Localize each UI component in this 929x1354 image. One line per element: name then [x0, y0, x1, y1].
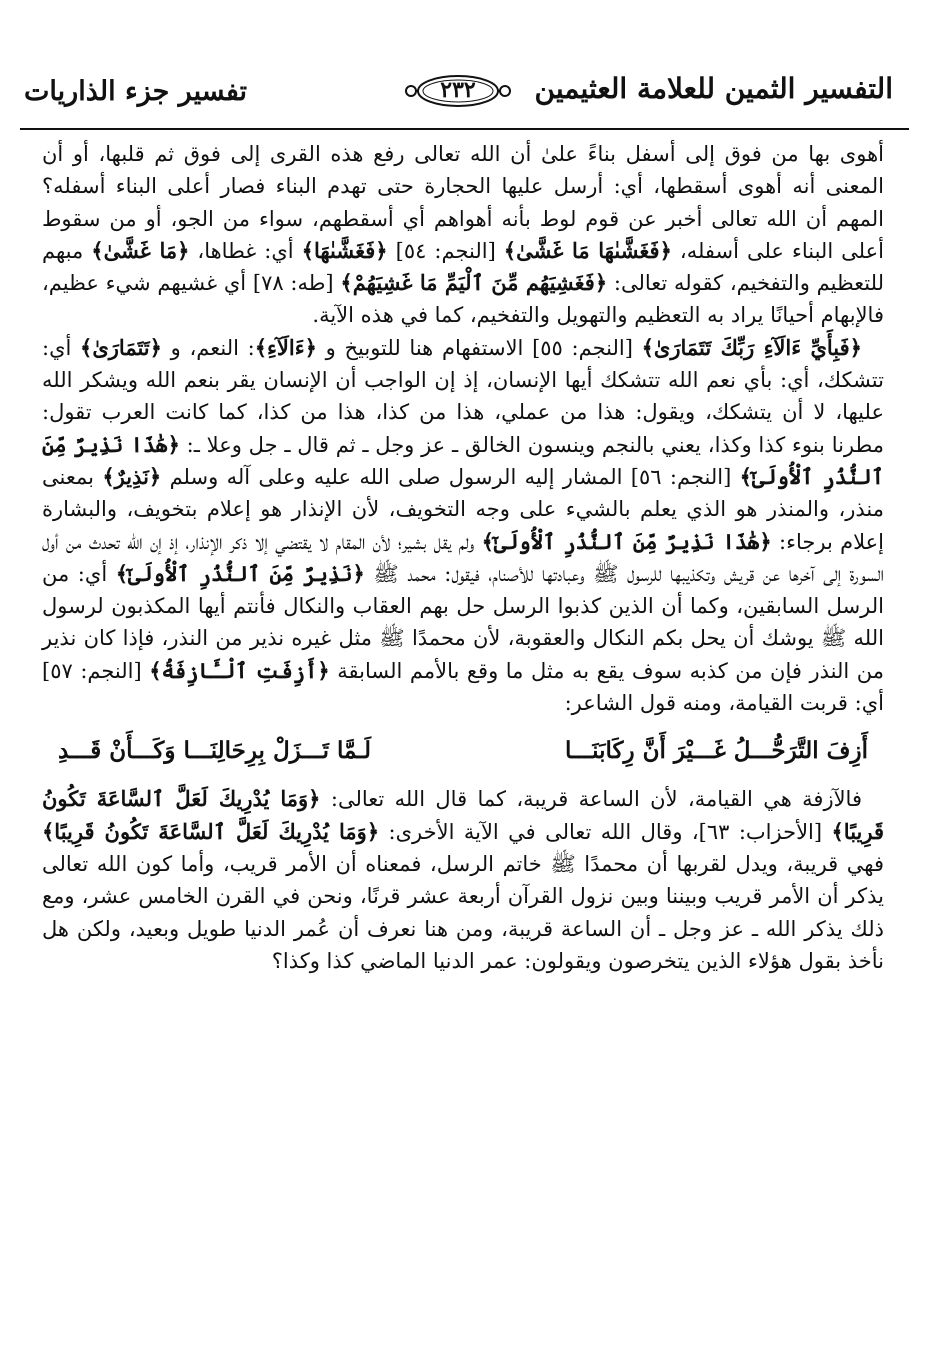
verse-second-hemistich: لَـمَّا تَـــزَلْ بِرِحَالِنَـــا وَكَـــأَنْ قَـــدِ — [58, 737, 372, 765]
quran-citation: ﴿وَمَا يُدْرِيكَ لَعَلَّ ٱلسَّاعَةَ تَكُونُ قَرِيبًا﴾ — [42, 818, 380, 844]
poetry-verse — [58, 729, 868, 773]
page-number: ٢٣٢ — [440, 77, 476, 103]
paragraph-1 — [42, 138, 884, 332]
quran-citation: ﴿وَمَا يُدْرِيكَ لَعَلَّ ٱلسَّاعَةَ تَكُونُ قَرِيبًا﴾ — [42, 786, 884, 844]
text-segment: أي: تتشكك، أي: بأي نعم الله تتشكك أيها الإنسان، إذ إن الواجب أن الإنسان يقر بنعم الله ويشكر الله عليها، لا أن يتشكك، ويقول: هذا من عملي، هذا من كذا، هذا من كذا، كما كانت العرب تقول: مطرنا بنوء كذا وكذا، يعني بالنجم وينسون الخالق ـ عز وجل ـ ثم قال ـ جل وعلا ـ: — [42, 335, 884, 457]
page-number-ornament — [404, 74, 512, 108]
text-segment: فهي قريبة، ويدل لقربها أن محمدًا ﷺ خاتم الرسل، فمعناه أن الأمر قريب، وأما كون الله تعالى يذكر أن الأمر قريب وبيننا وبين نزول القرآن أربعة عشر قرنًا، ونحن في القرن الخامس عشر، ومع ذلك يذكر الله ـ عز وجل ـ أن الساعة قريبة، ومن هنا نعرف أن عُمر الدنيا طويل وبعيد، ولكن هل نأخذ بقول هؤلاء الذين يتخرصون ويقولون: عمر الدنيا الماضي كذا وكذا؟ — [42, 851, 884, 973]
text-segment: [طه: ٧٨] أي غشيهم شيء عظيم، فالإبهام أحيانًا يراد به التعظيم والتهويل والتفخيم، كما في هذه الآية. — [42, 271, 884, 328]
quran-citation: ﴿فَغَشَّىٰهَا﴾ — [301, 237, 388, 263]
text-segment: [النجم: ٥٤] — [387, 238, 504, 263]
running-head-book-title: التفسير الثمين للعلامة العثيمين — [534, 72, 893, 105]
quran-citation: ﴿ءَالَآءِ﴾ — [254, 334, 317, 360]
quran-citation: ﴿تَتَمَارَىٰ﴾ — [80, 334, 162, 360]
text-segment: أهوى بها من فوق إلى أسفل بناءً علىٰ أن الله تعالى رفع هذه القرى إلى فوق ثم قلبها، أو أن المعنى أنه أهوى أسقطها، أي: أرسل عليها الحجارة حتى تهدم البناء فصار أعلى البناء أسفله؟ المهم أن الله تعالى أخبر عن قوم لوط بأنه أهواهم أي أسقطهم، سواء من الجو، أو من سقوط أعلى البناء على أسفله، — [42, 142, 885, 263]
text-segment: [النجم: ٥٦] المشار إليه الرسول صلى الله عليه وعلى آله وسلم — [161, 464, 740, 489]
text-segment: فالآزفة هي القيامة، لأن الساعة قريبة، كما قال الله تعالى: — [320, 787, 862, 812]
quran-citation: ﴿فَبِأَيِّ ءَالَآءِ رَبِّكَ تَتَمَارَىٰ﴾ — [641, 334, 862, 360]
running-head-section: تفسير جزء الذاريات — [24, 76, 247, 107]
header-rule — [20, 128, 909, 130]
text-segment: أي: غطاها، — [189, 238, 302, 263]
text-segment: [الأحزاب: ٦٣]، وقال الله تعالى في الآية الأخرى: — [379, 819, 832, 844]
page-body — [42, 138, 884, 977]
page-header — [0, 62, 929, 122]
quran-citation: ﴿فَغَشِيَهُم مِّنَ ٱلْيَمِّ مَا غَشِيَهُمْ﴾ — [340, 270, 608, 296]
quran-citation: ﴿نَذِيرٌ﴾ — [102, 463, 162, 489]
quran-citation: ﴿هَٰذَا نَذِيرٌ مِّنَ ٱلنُّذُرِ ٱلْأُولَىٰٓ﴾ — [42, 431, 884, 489]
text-segment: [النجم: ٥٥] الاستفهام هنا للتوبيخ و — [316, 335, 642, 360]
text-segment: أي: من الرسل السابقين، وكما أن الذين كذبوا الرسل حل بهم العقاب والنكال فأنتم أيها المكذبون لرسول الله ﷺ يوشك أن يحل بكم النكال والعقوبة، لأن محمدًا ﷺ مثل غيره نذير من النذر، فإذا كان نذير من النذر فإن من كذبه سوف يقع به مثل ما وقع بالأمم السابقة — [42, 561, 884, 683]
quran-citation: ﴿مَا غَشَّىٰ﴾ — [91, 237, 190, 263]
verse-first-hemistich: أَزِفَ التَّرَحُّـــلُ غَـــيْرَ أَنَّ رِكَابَنَـــا — [564, 737, 868, 765]
paragraph-2 — [42, 332, 884, 720]
paragraph-3 — [42, 783, 884, 977]
quran-citation: ﴿هَٰذَا نَذِيرٌ مِّنَ ٱلنُّذُرِ ٱلْأُولَىٰٓ﴾ — [481, 528, 772, 554]
text-segment: ولم يقل بشير؛ لأن المقام لا يقتضي إلا ذكر الإنذار، إذ إن الله تحدث من أول السورة إلى آخرها عن قريش وتكذيبها للرسول ﷺ وعبادتها للأصنام، فيقول: محمد ﷺ — [42, 529, 884, 586]
text-segment: [النجم: ٥٧] أي: قربت القيامة، ومنه قول الشاعر: — [42, 658, 884, 716]
quran-citation: ﴿فَغَشَّىٰهَا مَا غَشَّىٰ﴾ — [503, 237, 672, 263]
text-segment: مبهم للتعظيم والتفخيم، كقوله تعالى: — [42, 238, 884, 296]
quran-citation: ﴿أَزِفَتِ ٱلْـَٔازِفَةُ﴾ — [149, 657, 330, 683]
text-segment: بمعنى منذر، والمنذر هو الذي يعلم بالشيء على وجه التخويف، لأن الإنذار هو إعلام بتخويف، والبشارة إعلام برجاء: — [42, 464, 884, 554]
quran-citation: ﴿نَذِيرٌ مِّنَ ٱلنُّذُرِ ٱلْأُولَىٰٓ﴾ — [115, 560, 365, 586]
text-segment: : النعم، و — [161, 335, 255, 360]
